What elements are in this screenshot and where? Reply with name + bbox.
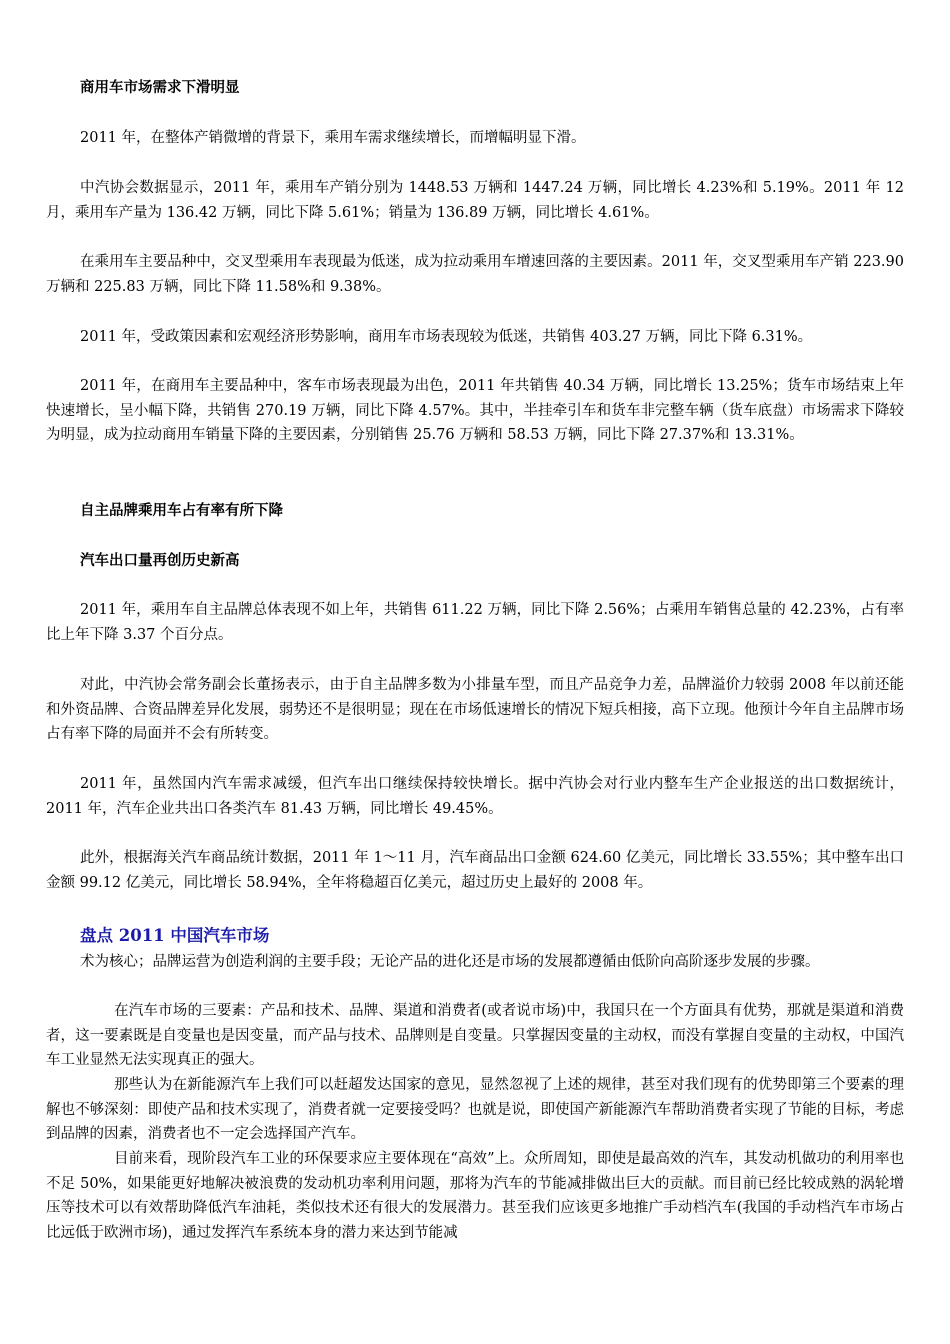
heading-commercial-vehicle: 商用车市场需求下滑明显 — [80, 80, 240, 96]
paragraph: 2011 年，虽然国内汽车需求减缓，但汽车出口继续保持较快增长。据中汽协会对行业内整车生产企业报送的出口数据统计，2011 年，汽车企业共出口各类汽车 81.43 万辆，同比增长 49.45%。 — [46, 776, 904, 817]
paragraph: 此外，根据海关汽车商品统计数据，2011 年 1～11 月，汽车商品出口金额 624.60 亿美元，同比增长 33.55%；其中整车出口金额 99.12 亿美元，同比增长 58.94%，全年将稳超百亿美元，超过历史上最好的 2008 年。 — [46, 850, 904, 891]
heading-export: 汽车出口量再创历史新高 — [80, 553, 240, 569]
paragraph: 2011 年，在整体产销微增的背景下，乘用车需求继续增长，而增幅明显下滑。 — [80, 130, 586, 146]
paragraph: 术为核心；品牌运营为创造利润的主要手段；无论产品的进化还是市场的发展都遵循由低阶向高阶逐步发展的步骤。 — [80, 954, 820, 970]
paragraph: 2011 年，在商用车主要品种中，客车市场表现最为出色，2011 年共销售 40.34 万辆，同比增长 13.25%；货车市场结束上年快速增长，呈小幅下降，共销售 270.19 万辆，同比下降 4.57%。其中，半挂牵引车和货车非完整车辆（货车底盘）市场需求下降较为明显，成为拉动商用车销量下降的主要因素，分别销售 25.76 万辆和 58.53 万辆，同比下降 27.37%和 13.31%。 — [46, 378, 904, 443]
paragraph: 2011 年，乘用车自主品牌总体表现不如上年，共销售 611.22 万辆，同比下降 2.56%；占乘用车销售总量的 42.23%，占有率比上年下降 3.37 个百分点。 — [46, 602, 904, 643]
paragraph: 那些认为在新能源汽车上我们可以赶超发达国家的意见，显然忽视了上述的规律，甚至对我们现有的优势即第三个要素的理解也不够深刻：即使产品和技术实现了，消费者就一定要接受吗？也就是说，即使国产新能源汽车帮助消费者实现了节能的目标，考虑到品牌的因素，消费者也不一定会选择国产汽车。 — [46, 1077, 904, 1142]
paragraph: 对此，中汽协会常务副会长董扬表示，由于自主品牌多数为小排量车型，而且产品竞争力差，品牌溢价力较弱 2008 年以前还能和外资品牌、合资品牌差异化发展，弱势还不是很明显；现在在市场低速增长的情况下短兵相接，高下立现。他预计今年自主品牌市场占有率下降的局面并不会有所转变。 — [46, 677, 904, 742]
paragraph: 在汽车市场的三要素：产品和技术、品牌、渠道和消费者(或者说市场)中，我国只在一个方面具有优势，那就是渠道和消费者，这一要素既是自变量也是因变量，而产品与技术、品牌则是自变量。只掌握因变量的主动权，而没有掌握自变量的主动权，中国汽车工业显然无法实现真正的强大。 — [46, 1003, 904, 1068]
paragraph: 中汽协会数据显示，2011 年，乘用车产销分别为 1448.53 万辆和 1447.24 万辆，同比增长 4.23%和 5.19%。2011 年 12 月，乘用车产量为 136.42 万辆，同比下降 5.61%；销量为 136.89 万辆，同比增长 4.61%。 — [46, 180, 904, 221]
heading-own-brand: 自主品牌乘用车占有率有所下降 — [80, 503, 283, 519]
section-title: 盘点 2011 中国汽车市场 — [80, 926, 270, 945]
paragraph: 在乘用车主要品种中，交叉型乘用车表现最为低迷，成为拉动乘用车增速回落的主要因素。2011 年，交叉型乘用车产销 223.90 万辆和 225.83 万辆，同比下降 11.58%和 9.38%。 — [46, 254, 904, 295]
paragraph: 2011 年，受政策因素和宏观经济形势影响，商用车市场表现较为低迷，共销售 403.27 万辆，同比下降 6.31%。 — [80, 329, 813, 345]
paragraph: 目前来看，现阶段汽车工业的环保要求应主要体现在“高效”上。众所周知，即使是最高效的汽车，其发动机做功的利用率也不足 50%，如果能更好地解决被浪费的发动机功率利用问题，那将为汽车的节能减排做出巨大的贡献。而目前已经比较成熟的涡轮增压等技术可以有效帮助降低汽车油耗，类似技术还有很大的发展潜力。甚至我们应该更多地推广手动档汽车(我国的手动档汽车市场占比远低于欧洲市场)，通过发挥汽车系统本身的潜力来达到节能减 — [46, 1151, 904, 1241]
